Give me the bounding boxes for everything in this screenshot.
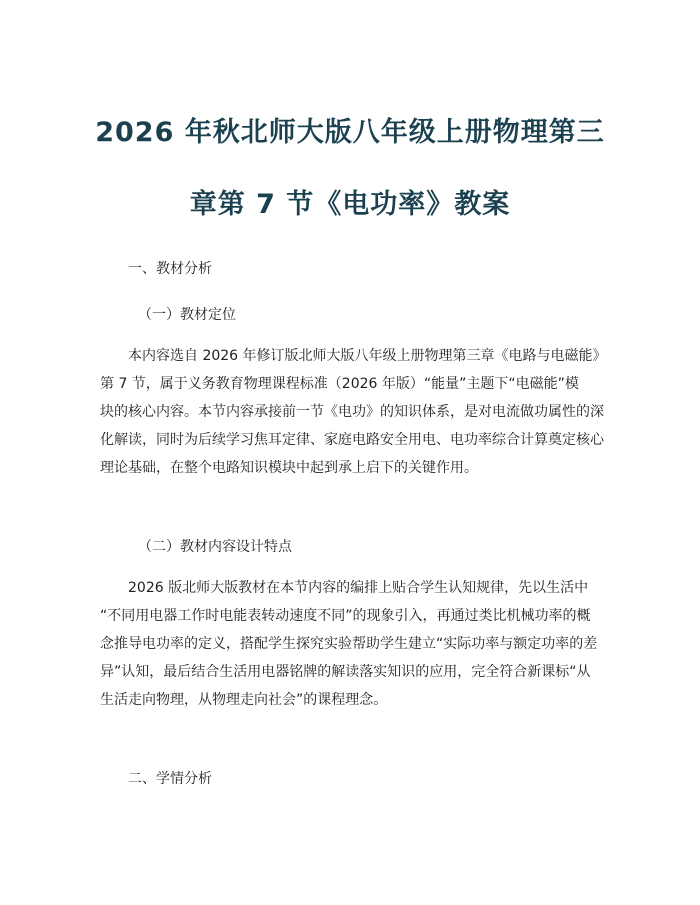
paragraph-line: “不同用电器工作时电能表转动速度不同”的现象引入，再通过类比机械功率的概 (100, 608, 591, 624)
paragraph-line: 理论基础，在整个电路知识模块中起到承上启下的关键作用。 (100, 460, 478, 476)
section-heading-textbook-analysis: 一、教材分析 (128, 261, 212, 277)
subsection-heading-design-features: （二）教材内容设计特点 (138, 539, 292, 555)
paragraph-line: 异”认知，最后结合生活用电器铭牌的解读落实知识的应用，完全符合新课标“从 (100, 664, 591, 680)
paragraph-line: 念推导电功率的定义，搭配学生探究实验帮助学生建立“实际功率与额定功率的差 (100, 636, 598, 652)
paragraph-line: 本内容选自 2026 年修订版北师大版八年级上册物理第三章《电路与电磁能》 (128, 348, 607, 364)
paragraph-line: 块的核心内容。本节内容承接前一节《电功》的知识体系，是对电流做功属性的深 (100, 404, 604, 420)
subsection-heading-positioning: （一）教材定位 (138, 307, 236, 323)
document-title-line-1: 2026 年秋北师大版八年级上册物理第三 (95, 117, 605, 148)
paragraph-line: 第 7 节，属于义务教育物理课程标准（2026 年版）“能量”主题下“电磁能”模 (100, 376, 579, 392)
document-title-line-2: 章第 7 节《电功率》教案 (189, 189, 511, 220)
paragraph-line: 化解读，同时为后续学习焦耳定律、家庭电路安全用电、电功率综合计算奠定核心 (100, 432, 604, 448)
section-heading-learner-analysis: 二、学情分析 (128, 771, 212, 787)
paragraph-positioning (100, 342, 607, 482)
paragraph-design-features (100, 574, 600, 714)
paragraph-line: 2026 版北师大版教材在本节内容的编排上贴合学生认知规律，先以生活中 (128, 580, 589, 596)
paragraph-line: 生活走向物理，从物理走向社会”的课程理念。 (100, 692, 388, 708)
